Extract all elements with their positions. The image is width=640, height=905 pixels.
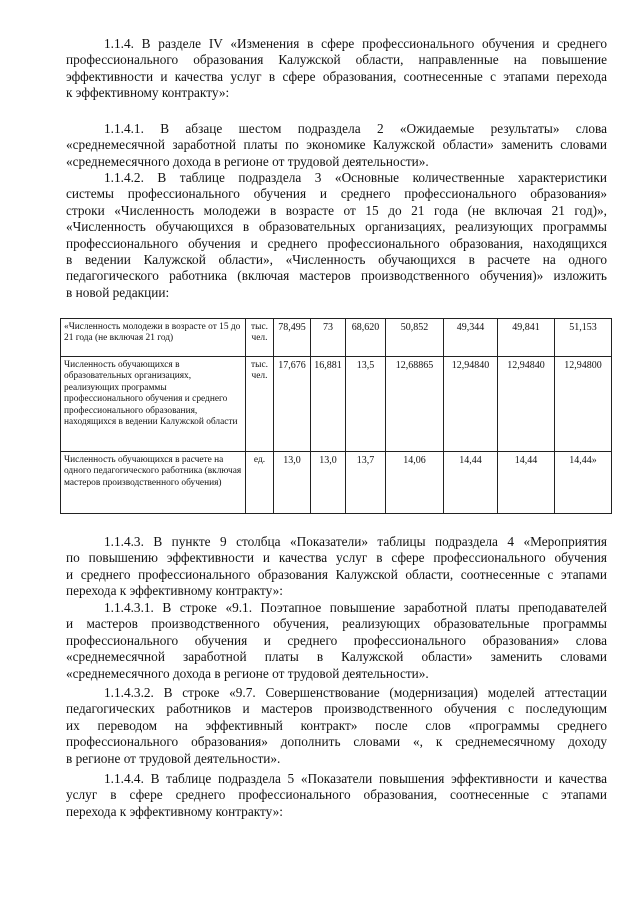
text-line: профессионального образования» дополнить словами «, к среднемесячному доходу — [66, 734, 607, 750]
value-cell: 13,0 — [311, 452, 346, 514]
value-cell: 14,44 — [444, 452, 498, 514]
text-line: строки «Численность молодежи в возрасте от 15 до 21 года (не включая 21 год)», — [66, 202, 607, 218]
paragraph-1-1-4-1 — [66, 121, 607, 170]
value-cell: 14,06 — [386, 452, 444, 514]
value-cell: 50,852 — [386, 319, 444, 357]
value-cell: 12,68865 — [386, 357, 444, 452]
text-line: 1.1.4.3.1. В строке «9.1. Поэтапное повышение заработной платы преподавателей — [104, 600, 607, 615]
unit-cell: тыс. чел. — [246, 319, 274, 357]
text-line: 1.1.4.2. В таблице подраздела 3 «Основные количественные характеристики — [104, 170, 607, 185]
value-cell: 78,495 — [274, 319, 311, 357]
text-line: перехода к эффективному контракту»: — [66, 803, 283, 819]
text-line: эффективности и качества услуг в сфере образования, соотнесенные с этапами перехода — [66, 68, 607, 84]
table-row — [61, 319, 612, 357]
unit-cell: тыс. чел. — [246, 357, 274, 452]
value-cell: 16,881 — [311, 357, 346, 452]
table-row — [61, 357, 612, 452]
text-line: в ведении Калужской области», «Численность обучающихся в расчете на одного — [66, 252, 607, 268]
text-line: профессионального образования Калужской области, направленные на повышение — [66, 52, 607, 68]
text-line: «среднемесячного дохода в регионе от трудовой деятельности». — [66, 665, 429, 681]
text-line: профессионального обучения и среднего профессионального образования» слова — [66, 632, 607, 648]
unit-cell: ед. — [246, 452, 274, 514]
value-cell: 49,841 — [498, 319, 555, 357]
text-line: в регионе от трудовой деятельности». — [66, 750, 281, 766]
text-line: системы профессионального обучения и среднего профессионального образования» — [66, 186, 607, 202]
paragraph-1-1-4-3 — [66, 534, 607, 600]
value-cell: 12,94840 — [444, 357, 498, 452]
paragraph-1-1-4-4 — [66, 771, 607, 820]
row-label: Численность обучающихся в расчете на одного педагогического работника (включая мастеров производственного обучения) — [61, 452, 246, 514]
text-line: 1.1.4.3.2. В строке «9.7. Совершенствование (модернизация) моделей аттестации — [104, 685, 607, 700]
text-line: педагогических работников и мастеров производственного обучения с последующим — [66, 701, 607, 717]
value-cell: 17,676 — [274, 357, 311, 452]
text-line: в новой редакции: — [66, 284, 170, 300]
value-cell: 49,344 — [444, 319, 498, 357]
value-cell: 13,0 — [274, 452, 311, 514]
paragraph-1-1-4-2 — [66, 170, 607, 301]
text-line: «среднемесячной заработной платы в Калужской области» заменить словами — [66, 649, 607, 665]
paragraph-1-1-4-3-2 — [66, 685, 607, 767]
row-label: Численность обучающихся в образовательных организациях, реализующих программы профессионального обучения и среднего профессионального образования, находящихся в ведении Калужской области — [61, 357, 246, 452]
paragraph-1-1-4 — [66, 36, 607, 102]
row-label: «Численность молодежи в возрасте от 15 до 21 года (не включая 21 год) — [61, 319, 246, 357]
table-row — [61, 452, 612, 514]
text-line: и мастеров производственного обучения, реализующих образовательные программы — [66, 616, 607, 632]
value-cell: 51,153 — [555, 319, 612, 357]
text-line: их переводом на эффективный контракт» после слов «программы среднего — [66, 717, 607, 733]
text-line: 1.1.4.1. В абзаце шестом подраздела 2 «Ожидаемые результаты» слова — [104, 121, 607, 136]
text-line: перехода к эффективному контракту»: — [66, 583, 283, 599]
text-line: 1.1.4.4. В таблице подраздела 5 «Показатели повышения эффективности и качества — [104, 771, 607, 786]
text-line: «среднемесячного дохода в регионе от трудовой деятельности». — [66, 153, 429, 169]
value-cell: 73 — [311, 319, 346, 357]
value-cell: 14,44» — [555, 452, 612, 514]
text-line: услуг в сфере среднего профессионального образования, соотнесенные с этапами — [66, 787, 607, 803]
text-line: профессионального обучения и среднего профессионального образования, находящихся — [66, 235, 607, 251]
text-line: 1.1.4. В разделе IV «Изменения в сфере профессионального обучения и среднего — [104, 36, 607, 51]
characteristics-table — [60, 318, 612, 514]
value-cell: 12,94800 — [555, 357, 612, 452]
value-cell: 12,94840 — [498, 357, 555, 452]
text-line: по повышению эффективности и качества услуг в сфере профессионального обучения — [66, 550, 607, 566]
text-line: и среднего профессионального образования Калужской области, соотнесенные с этапами — [66, 566, 607, 582]
text-line: «Численность обучающихся в образовательных организациях, реализующих программы — [66, 219, 607, 235]
text-line: «среднемесячной заработной платы по экономике Калужской области» заменить словами — [66, 137, 607, 153]
value-cell: 68,620 — [346, 319, 386, 357]
value-cell: 14,44 — [498, 452, 555, 514]
text-line: к эффективному контракту»: — [66, 85, 230, 101]
text-line: 1.1.4.3. В пункте 9 столбца «Показатели» таблицы подраздела 4 «Мероприятия — [104, 534, 607, 549]
paragraph-1-1-4-3-1 — [66, 600, 607, 682]
value-cell: 13,5 — [346, 357, 386, 452]
text-line: педагогического работника (включая мастеров производственного обучения)» изложить — [66, 268, 607, 284]
value-cell: 13,7 — [346, 452, 386, 514]
